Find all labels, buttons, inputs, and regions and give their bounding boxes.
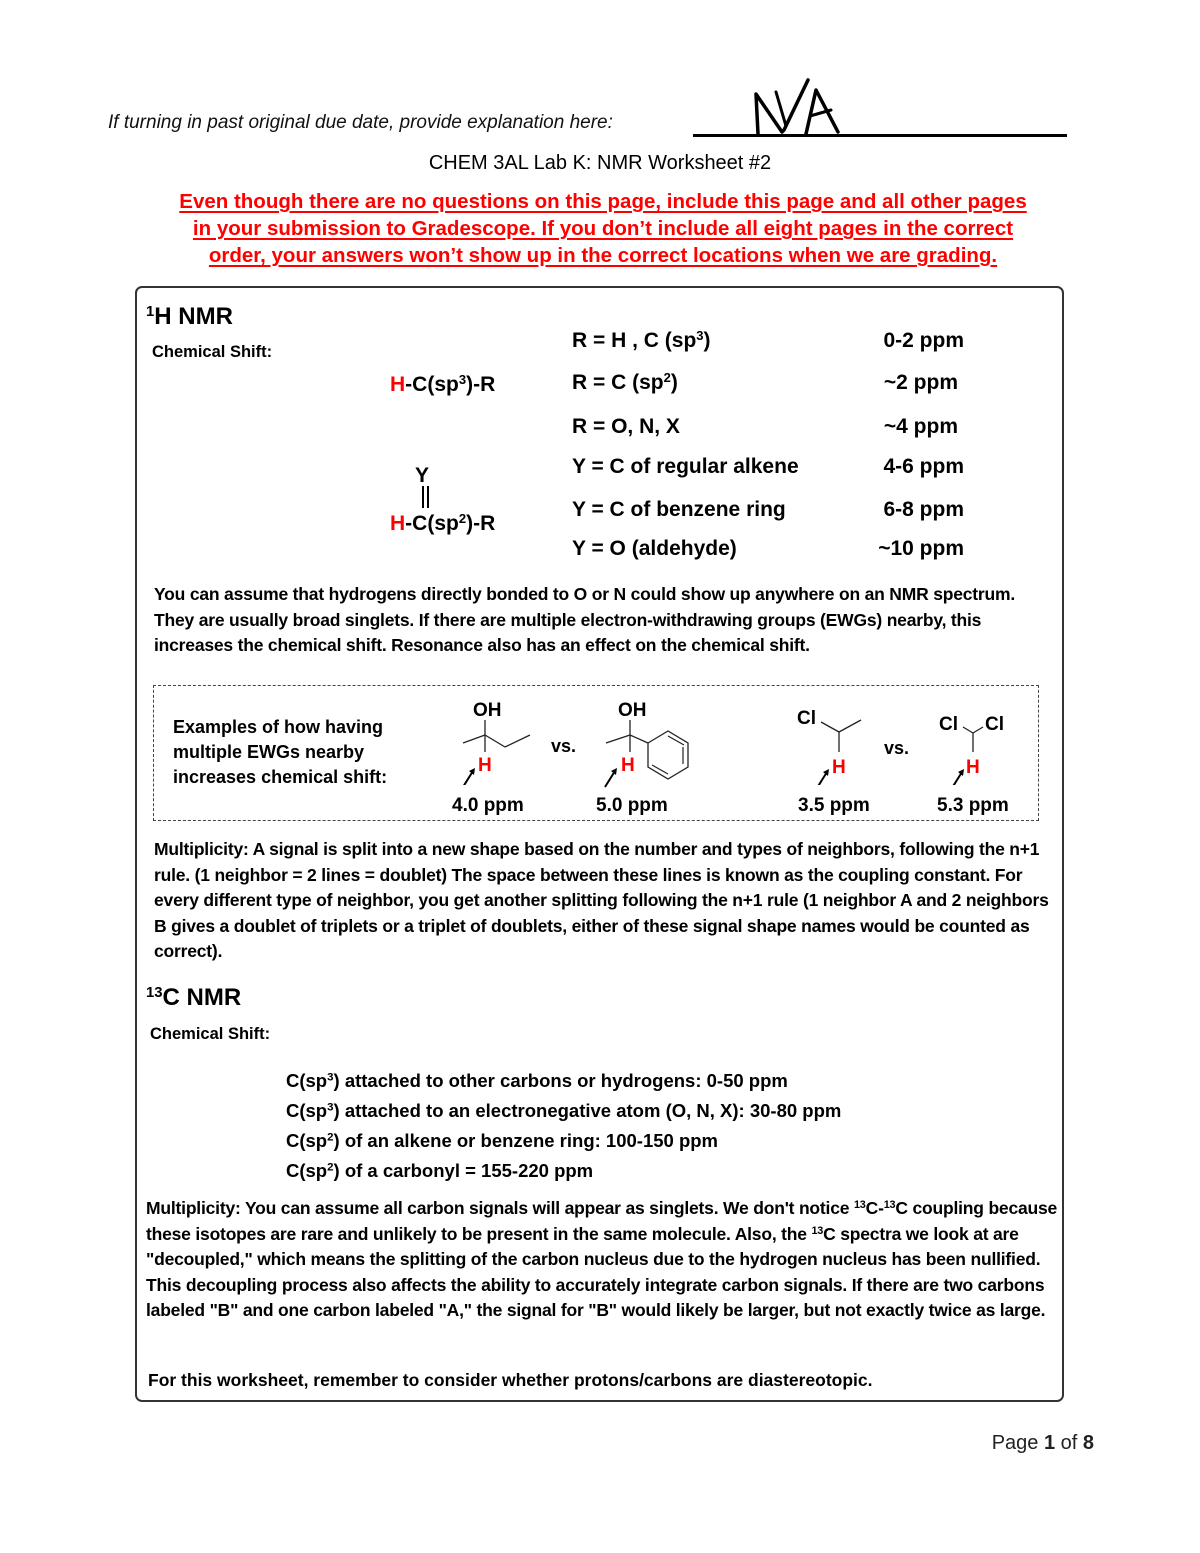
molecule-dichloromethane-icon	[935, 700, 1020, 785]
shift-value: 4-6 ppm	[883, 455, 964, 478]
multiplicity-label: Multiplicity:	[154, 839, 249, 859]
highlighted-hydrogen: H	[390, 512, 406, 535]
shift-row	[572, 537, 972, 565]
svg-text:H: H	[966, 757, 980, 778]
h-nmr-explanation: You can assume that hydrogens directly bonded to O or N could show up anywhere on an NMR spectrum. They are usually broad singlets. If there are multiple electron-withdrawing groups (EWGs) nearby, this increases the chemical shift. Resonance also has an effect on the chemical shift.	[154, 584, 1016, 655]
vs-label: vs.	[884, 738, 910, 758]
h-nmr-heading	[146, 303, 233, 331]
page-number: Page 1 of 8	[991, 1432, 1094, 1454]
formula-text: -C(sp	[405, 512, 459, 535]
vs-label: vs.	[551, 736, 577, 756]
svg-text:OH: OH	[473, 700, 502, 721]
heading-text: H NMR	[154, 303, 233, 330]
shift-row	[572, 498, 972, 526]
ppm-label: 5.3 ppm	[937, 795, 1009, 816]
molecule-butanol-icon	[455, 695, 545, 785]
highlighted-hydrogen: H	[390, 373, 406, 396]
shift-condition: Y = C of benzene ring	[572, 498, 786, 521]
svg-text:Cl: Cl	[985, 714, 1004, 735]
notice-line: order, your answers won’t show up in the correct locations when we are grading.	[208, 244, 998, 267]
molecule-phenylethanol-icon	[600, 695, 715, 790]
shift-row	[572, 371, 972, 399]
multiplicity-text: A signal is split into a new shape based on the number and types of neighbors, following the n+1 rule. (1 neighbor = 2 lines = doublet) The space between these lines is known as the coupling constant. For every different type of neighbor, you get another splitting following the n+1 rule (1 neighbor A and 2 neighbors B gives a doublet of triplets or a triplet of doublets, either of these signal shape names would be counted as correct).	[154, 839, 1049, 961]
svg-text:Cl: Cl	[797, 708, 816, 729]
isotope-superscript: 1	[146, 303, 155, 320]
h-multiplicity-paragraph	[154, 837, 1059, 965]
multiplicity-label: Multiplicity:	[146, 1198, 241, 1218]
shift-value: ~4 ppm	[883, 415, 958, 438]
total-pages: 8	[1082, 1432, 1094, 1454]
svg-text:OH: OH	[618, 700, 647, 721]
formula-superscript: 2	[458, 510, 467, 526]
shift-row	[572, 329, 972, 357]
h-chemical-shift-label: Chemical Shift:	[152, 343, 273, 361]
shift-condition: Y = C of regular alkene	[572, 455, 799, 478]
shift-condition: Y = O (aldehyde)	[572, 537, 737, 560]
shift-condition: R = C $(sp^2)$	[572, 369, 678, 394]
svg-text:H: H	[478, 755, 492, 776]
c-shift-line: $C(sp^2)$ of a carbonyl = 155-220 ppm	[286, 1160, 594, 1181]
formula-h-c-sp3-r	[390, 373, 495, 397]
svg-text:Cl: Cl	[939, 714, 958, 735]
ppm-label: 5.0 ppm	[596, 795, 668, 816]
shift-value: ~2 ppm	[883, 371, 958, 394]
c-multiplicity-paragraph: Multiplicity: You can assume all carbon signals will appear as singlets. We don't notice $^{13}$C-$^{13}$C coupling because these isotopes are rare and unlikely to be present in the same molecule. Also, the $^{13}$C spectra we look at are "decoupled," which means the splitting of the carbon nucleus due to the hydrogen nucleus has been nullified. This decoupling process also affects the ability to accurately integrate carbon signals. If there are two carbons labeled "B" and one carbon labeled "A," the signal for "B" would likely be larger, but not exactly twice as large.	[146, 1198, 1058, 1320]
diastereotopic-reminder: For this worksheet, remember to consider whether protons/carbons are diastereotopic.	[148, 1370, 873, 1390]
c-shift-line: $C(sp^3)$ attached to other carbons or hydrogens: 0-50 ppm	[286, 1070, 788, 1091]
formula-y-substituent: Y	[415, 464, 430, 487]
submission-notice	[108, 188, 1098, 269]
document-title: CHEM 3AL Lab K: NMR Worksheet #2	[428, 152, 772, 174]
shift-row	[572, 455, 972, 483]
formula-text: -C(sp	[405, 373, 459, 396]
svg-text:H: H	[832, 757, 846, 778]
formula-h-c-sp2-r	[390, 512, 495, 536]
shift-condition: R = H , C $(sp^3)$	[572, 327, 711, 352]
c-chemical-shift-label: Chemical Shift:	[150, 1025, 271, 1043]
shift-row	[572, 415, 972, 443]
ewg-examples-label: Examples of how having multiple EWGs nearby increases chemical shift:	[173, 717, 388, 787]
formula-text: )-R	[466, 512, 496, 535]
ppm-label: 3.5 ppm	[798, 795, 870, 816]
shift-value: 0-2 ppm	[883, 329, 964, 352]
c-shift-line: $C(sp^3)$ attached to an electronegative atom (O, N, X): 30-80 ppm	[286, 1100, 842, 1121]
shift-value: 6-8 ppm	[883, 498, 964, 521]
late-explanation-handwritten-answer[interactable]	[736, 76, 856, 136]
isotope-superscript: 13	[146, 984, 163, 1001]
formula-text: )-R	[466, 373, 496, 396]
notice-line: Even though there are no questions on this page, include this page and all other pages	[179, 190, 1027, 213]
notice-line: in your submission to Gradescope. If you don’t include all eight pages in the correct	[192, 217, 1014, 240]
late-explanation-label: If turning in past original due date, provide explanation here:	[108, 112, 613, 133]
shift-value: ~10 ppm	[878, 537, 964, 560]
molecule-chloroethane-icon	[795, 700, 870, 785]
shift-condition: R = O, N, X	[572, 415, 680, 438]
c-shift-line: $C(sp^2)$ of an alkene or benzene ring: 100-150 ppm	[286, 1130, 719, 1151]
current-page: 1	[1043, 1432, 1056, 1454]
formula-superscript: 3	[458, 371, 467, 387]
ppm-label: 4.0 ppm	[452, 795, 524, 816]
heading-text: C NMR	[162, 984, 242, 1011]
svg-text:H: H	[621, 755, 635, 776]
c-nmr-heading	[146, 984, 241, 1012]
double-bond-icon	[420, 486, 430, 508]
